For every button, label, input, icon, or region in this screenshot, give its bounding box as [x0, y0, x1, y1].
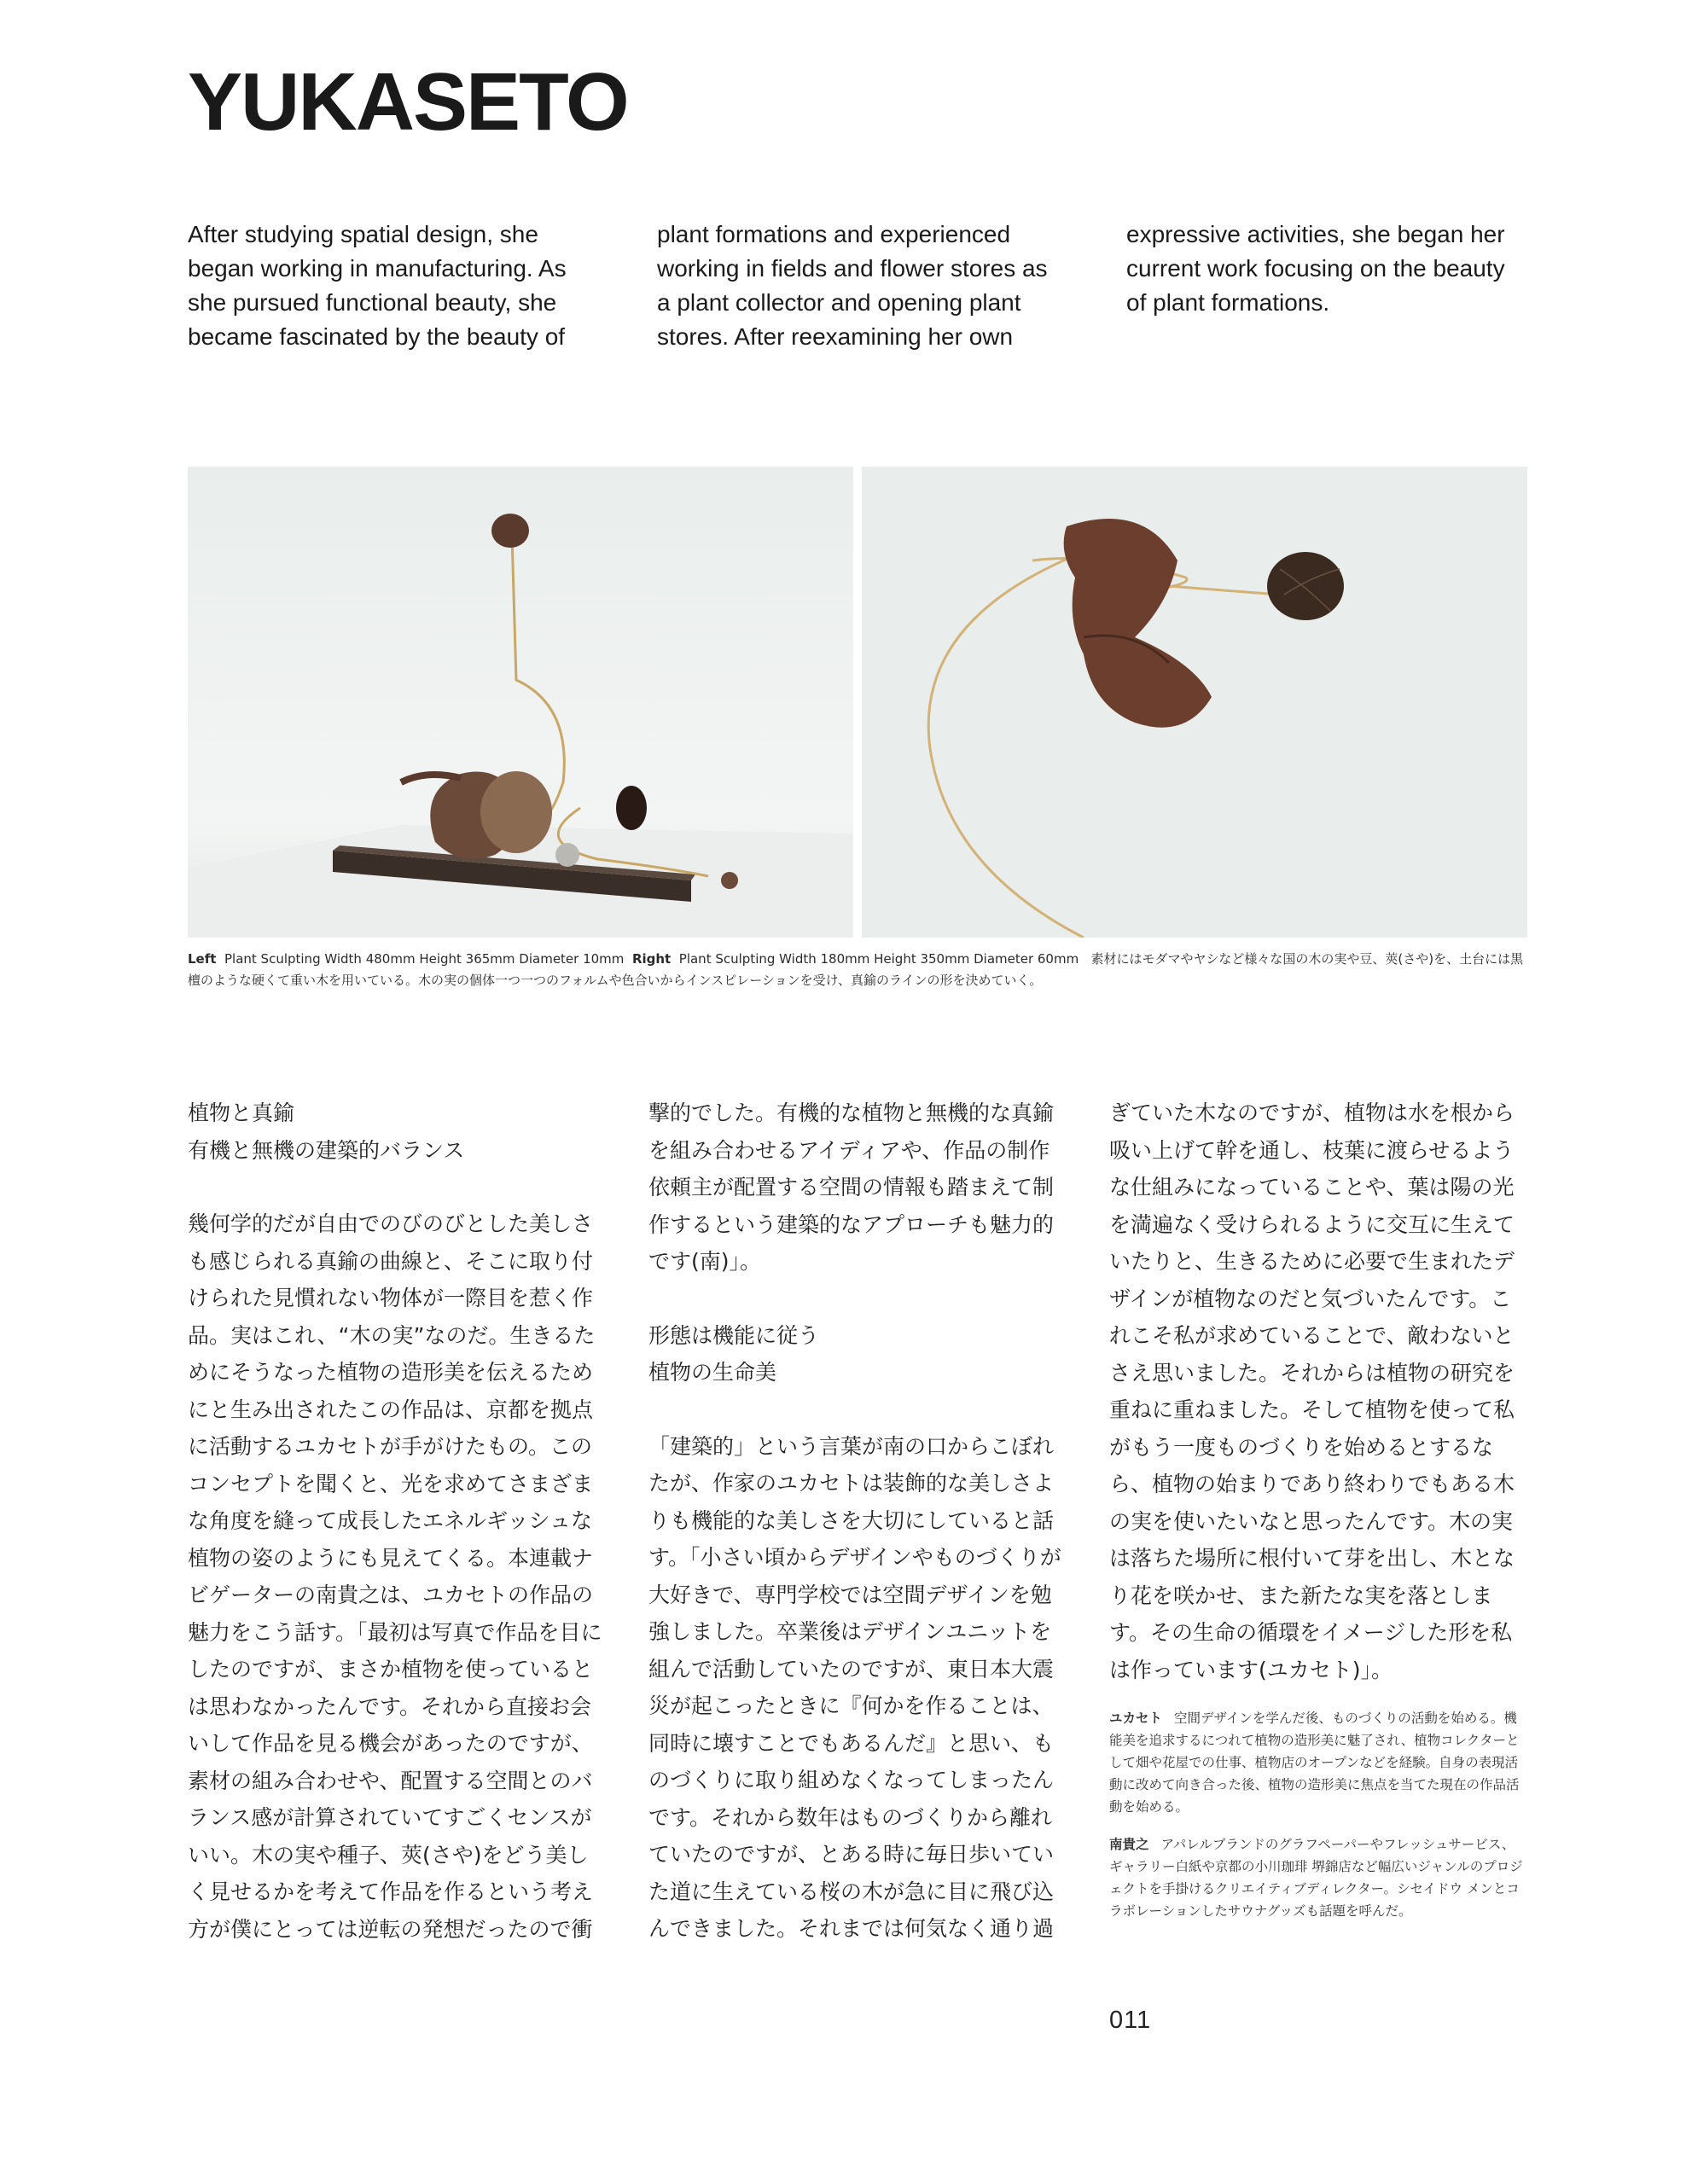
caption-right-label: Right [631, 951, 672, 967]
intro-text [188, 218, 1527, 354]
caption-left-text: Plant Sculpting Width 480mm Height 365mm Diameter 10mm [224, 951, 625, 967]
caption-left-label: Left [188, 951, 217, 967]
article-paragraph: 「建築的」という言葉が南の口からこぼれたが、作家のユカセトは装飾的な美しさよりも機能的な美しさを大切にしていると話す。「小さい頃からデザインやものづくりが大好きで、専門学校では空間デザインを勉強しました。卒業後はデザインユニットを組んで活動していたのですが、東日本大震災が起こったときに『何かを作ることは、同時に壊すことでもあるんだ』と思い、ものづくりに取り組めなくなってしまったんです。それから数年はものづくりから離れていたのですが、とある時に毎日歩いていた道に生えている桜の木が急に目に飛び込んできました。それまでは何気なく通り過 [648, 1433, 1061, 1941]
photo-left-plant-sculpture [188, 467, 853, 938]
section-heading-1: 植物と真鍮 有機と無機の建築的バランス [188, 1101, 465, 1163]
bio-name: 南貴之 [1109, 1837, 1149, 1852]
caption-body: 素材にはモダマやヤシなど様々な国の木の実や豆、莢(さや)を、土台には黒檀のような硬くて重い木を用いている。木の実の個体一つ一つのフォルムや色合いからインスピレーションを受け、真鍮のラインの形を決めていく。 [188, 951, 1524, 988]
plant-sculpture-left-illustration [188, 467, 853, 938]
plant-sculpture-right-illustration [862, 467, 1527, 938]
page-title: YUKASETO [188, 56, 628, 148]
section-heading-2: 形態は機能に従う 植物の生命美 [648, 1322, 820, 1385]
article-paragraph: 幾何学的だが自由でのびのびとした美しさも感じられる真鍮の曲線と、そこに取り付けられた見慣れない物体が一際目を惹く作品。実はこれ、“木の実”なのだ。生きるためにそうなった植物の造形美を伝えるためにと生み出されたこの作品は、京都を拠点に活動するユカセトが手がけたもの。このコンセプトを聞くと、光を求めてさまざまな角度を縫って成長したエネルギッシュな植物の姿のようにも見えてくる。本連載ナビゲーターの南貴之は、ユカセトの作品の魅力をこう話す。「最初は写真で作品を目にしたのですが、まさか植物を使っているとは思わなかったんです。それから直接お会いして作品を見る機会があったのですが、素材の組み合わせや、配置する空間とのバランス感が計算されていてすごくセンスがいい。木の実や種子、莢(さや)をどう美しく見せるかを考えて作品を作るという考え方が僕にとっては逆転の発想だったので衝 [188, 1211, 602, 1942]
intro-column-1: After studying spatial design, she began working in manufacturing. As she pursued functional beauty, she became fascinated by the beauty of [188, 221, 567, 350]
article-body [188, 1095, 1527, 1948]
bio-text: アパレルブランドのグラフペーパーやフレッシュサービス、ギャラリー白紙や京都の小川珈琲 堺錦店など幅広いジャンルのプロジェクトを手掛けるクリエイティブディレクター。シセイドウ メンとコラボレーションしたサウナグッズも話題を呼んだ。 [1109, 1837, 1523, 1919]
intro-column-3: expressive activities, she began her current work focusing on the beauty of plant formations. [1126, 221, 1505, 316]
photo-row [188, 467, 1527, 938]
article-column-3 [1109, 1095, 1527, 1948]
intro-column-2: plant formations and experienced working in fields and flower stores as a plant collector and opening plant stores. After reexamining her own [657, 221, 1048, 350]
article-paragraph: 撃的でした。有機的な植物と無機的な真鍮を組み合わせるアイディアや、作品の制作依頼主が配置する空間の情報も踏まえて制作するという建築的なアプローチも魅力的です(南)」。 [648, 1101, 1055, 1274]
bio-text: 空間デザインを学んだ後、ものづくりの活動を始める。機能美を追求するにつれて植物の造形美に魅了され、植物コレクターとして畑や花屋での仕事、植物店のオープンなどを経験。自身の表現活動に改めて向き合った後、植物の造形美に焦点を当てた現在の作品活動を始める。 [1109, 1711, 1520, 1815]
page-number: 011 [1109, 2007, 1152, 2034]
caption-right-text: Plant Sculpting Width 180mm Height 350mm Diameter 60mm [678, 951, 1079, 967]
bio-name: ユカセト [1109, 1711, 1163, 1726]
photo-right-plant-sculpture [862, 467, 1527, 938]
photo-caption [188, 949, 1527, 991]
article-column-1 [188, 1095, 606, 1948]
bio-yukaseto [1109, 1707, 1527, 1818]
bio-minami [1109, 1833, 1527, 1922]
article-column-2 [648, 1095, 1067, 1948]
article-paragraph: ぎていた木なのですが、植物は水を根から吸い上げて幹を通し、枝葉に渡らせるような仕組みになっていることや、葉は陽の光を満遍なく受けられるように交互に生えていたりと、生きるために必要で生まれたデザインが植物なのだと気づいたんです。これこそ私が求めていることで、敵わないとさえ思いました。それからは植物の研究を重ねに重ねました。そして植物を使って私がもう一度ものづくりを始めるとするなら、植物の始まりであり終わりでもある木の実を使いたいなと思ったんです。木の実は落ちた場所に根付いて芽を出し、木となり花を咲かせ、また新たな実を落とします。その生命の循環をイメージした形を私は作っています(ユカセト)」。 [1109, 1101, 1515, 1682]
